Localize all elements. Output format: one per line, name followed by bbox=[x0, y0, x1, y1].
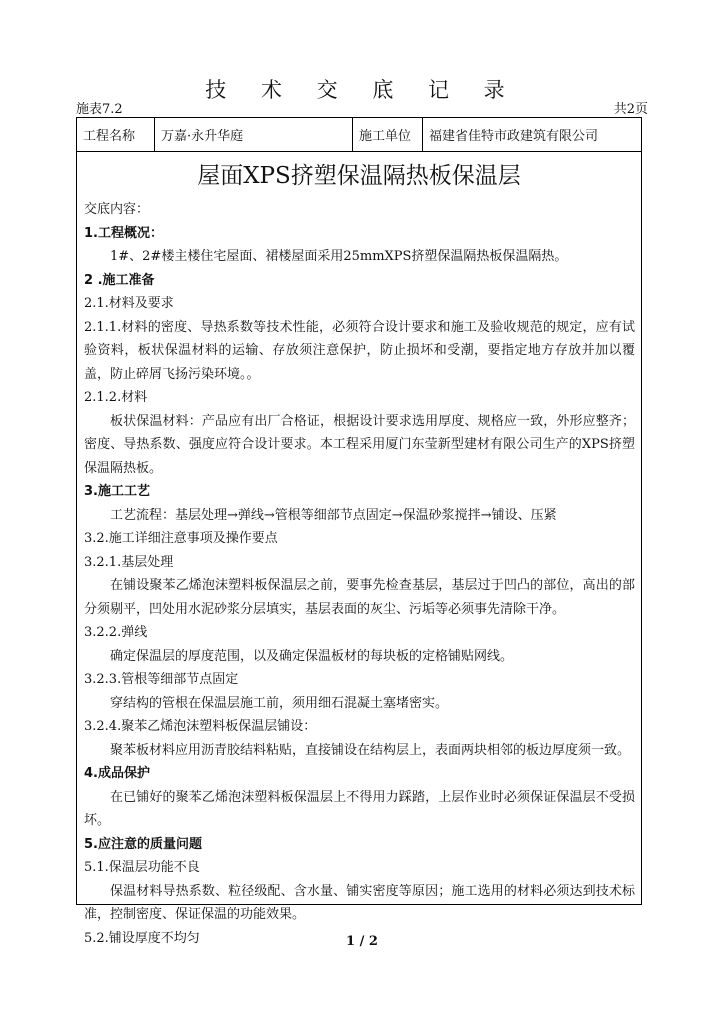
section-2-1-2-text: 板状保温材料：产品应有出厂合格证，根据设计要求选用厚度、规格应一致，外形应整齐；密度、导热系数、强度应符合设计要求。本工程采用厦门东莹新型建材有限公司生产的XPS挤塑保温隔热板。 bbox=[84, 413, 635, 476]
section-5-2: 5.2.铺设厚度不均匀 bbox=[84, 930, 200, 946]
section-3-2-1-text: 在铺设聚苯乙烯泡沫塑料板保温层之前，要事先检查基层，基层过于凹凸的部位，高出的部分须剔平，凹处用水泥砂浆分层填实，基层表面的灰尘、污垢等必须事先清除干净。 bbox=[84, 578, 635, 617]
section-3-2-4-text: 聚苯板材料应用沥青胶结料粘贴，直接铺设在结构层上，表面两块相邻的板边厚度须一致。 bbox=[110, 742, 631, 758]
info-row bbox=[77, 118, 641, 152]
section-3-2-3-text: 穿结构的管根在保温层施工前，须用细石混凝土塞堵密实。 bbox=[110, 695, 449, 711]
form-number: 施表7.2 bbox=[76, 102, 123, 117]
document-title: 技 术 交 底 记 录 bbox=[205, 78, 519, 102]
section-2-heading: 2 .施工准备 bbox=[84, 272, 155, 288]
section-1-heading: 1.工程概况： bbox=[84, 225, 163, 241]
section-3-2-1: 3.2.1.基层处理 bbox=[84, 554, 174, 570]
intro-label: 交底内容： bbox=[84, 202, 150, 217]
section-1-text: 1#、2#楼主楼住宅屋面、裙楼屋面采用25mmXPS挤塑保温隔热板保温隔热。 bbox=[110, 249, 568, 264]
construction-unit-label: 施工单位 bbox=[353, 118, 423, 152]
section-3-2-3: 3.2.3.管根等细部节点固定 bbox=[84, 672, 239, 687]
section-3-2-2: 3.2.2.弹线 bbox=[84, 625, 148, 640]
section-3-text: 工艺流程：基层处理→弹线→管根等细部节点固定→保温砂浆搅拌→铺设、压紧 bbox=[110, 507, 557, 523]
disclosure-title: 屋面XPS挤塑保温隔热板保温层 bbox=[197, 163, 521, 189]
project-name-label: 工程名称 bbox=[77, 118, 155, 152]
section-2-1-1-text: 2.1.1.材料的密度、导热系数等技术性能，必须符合设计要求和施工及验收规范的规定，应有试验资料，板状保温材料的运输、存放须注意保护，防止损坏和受潮，要指定地方存放并加以覆盖，防止碎屑飞扬污染环境。。 bbox=[84, 319, 635, 382]
section-5-heading: 5.应注意的质量问题 bbox=[84, 836, 202, 852]
section-3-2-2-text: 确定保温层的厚度范围，以及确定保温板材的每块板的定格铺贴网线。 bbox=[110, 648, 514, 664]
page-indicator: 1 / 2 bbox=[346, 934, 378, 949]
disclosure-content bbox=[77, 198, 641, 950]
section-2-1: 2.1.材料及要求 bbox=[84, 296, 174, 311]
construction-unit-value: 福建省佳特市政建筑有限公司 bbox=[423, 118, 642, 152]
section-5-1-text: 保温材料导热系数、粒径级配、含水量、铺实密度等原因；施工选用的材料必须达到技术标准，控制密度、保证保温的功能效果。 bbox=[84, 883, 635, 922]
section-2-1-2: 2.1.2.材料 bbox=[84, 390, 148, 405]
section-3-2-4: 3.2.4.聚苯乙烯泡沫塑料板保温层铺设： bbox=[84, 719, 317, 734]
section-3-heading: 3.施工工艺 bbox=[84, 484, 150, 499]
total-pages: 共2页 bbox=[613, 102, 648, 117]
section-4-text: 在已铺好的聚苯乙烯泡沫塑料板保温层上不得用力踩踏，上层作业时必须保证保温层不受损坏。 bbox=[84, 789, 635, 828]
section-4-heading: 4.成品保护 bbox=[84, 766, 150, 781]
section-3-2: 3.2.施工详细注意事项及操作要点 bbox=[84, 531, 278, 546]
record-table bbox=[76, 117, 642, 946]
project-name-value: 万嘉·永升华庭 bbox=[155, 118, 353, 152]
section-5-1: 5.1.保温层功能不良 bbox=[84, 860, 200, 875]
